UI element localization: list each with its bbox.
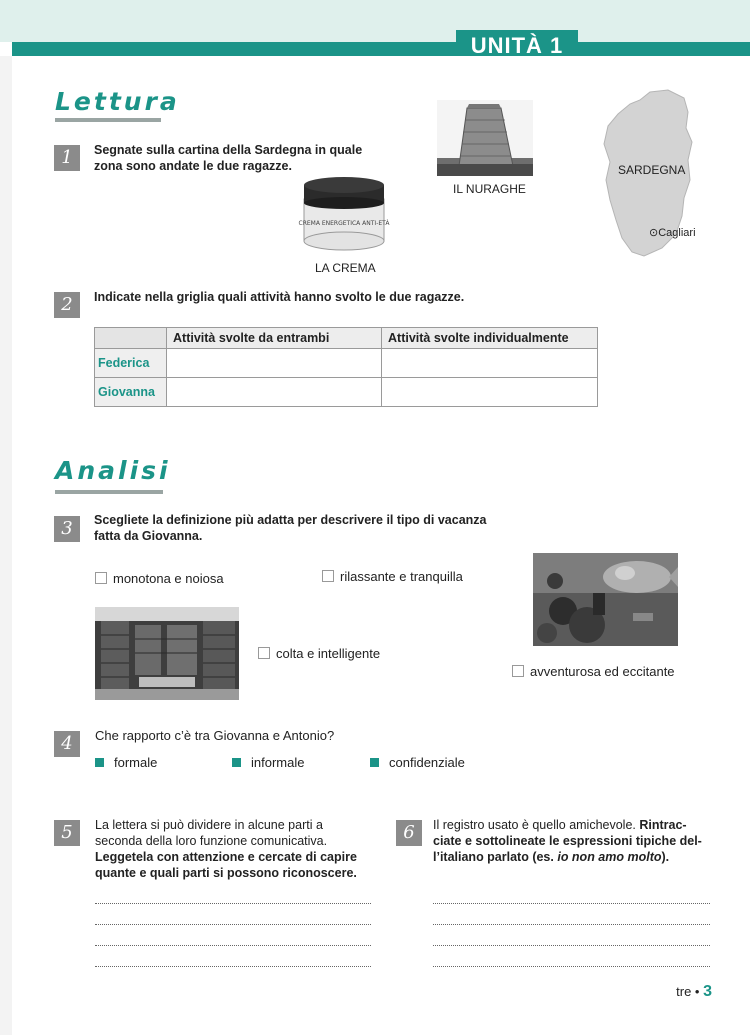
question-5-line-2: seconda della loro funzione comunicativa.	[95, 834, 328, 848]
map-city-label: ⊙Cagliari	[649, 227, 696, 239]
question-6-line-1a: Il registro usato è quello amichevole.	[433, 818, 636, 832]
question-4-text: Che rapporto c’è tra Giovanna e Antonio?	[95, 728, 335, 743]
question-number-3: 3	[54, 516, 80, 542]
question-2-text: Indicate nella griglia quali attività hanno svolto le due ragazze.	[94, 290, 465, 304]
answer-line[interactable]	[433, 945, 710, 946]
option-rilassante[interactable]	[322, 569, 463, 584]
grid-corner	[95, 328, 167, 349]
option-formale[interactable]	[95, 755, 157, 770]
activities-grid	[94, 327, 598, 407]
question-number-5: 5	[54, 820, 80, 846]
caption-nuraghe: IL NURAGHE	[453, 182, 526, 196]
section-title-analisi: Analisi	[55, 456, 171, 485]
question-6-line-1b: Rintrac-	[635, 818, 687, 832]
question-1-line-1: Segnate sulla cartina della Sardegna in quale	[94, 143, 363, 157]
square-bullet-icon	[232, 758, 241, 767]
question-3-line-2: fatta da Giovanna.	[94, 529, 203, 543]
option-label: monotona e noiosa	[113, 571, 224, 586]
option-label: formale	[114, 755, 158, 770]
answer-line[interactable]	[95, 966, 371, 967]
caption-crema: LA CREMA	[315, 261, 376, 275]
grid-cell-giovanna-both[interactable]	[167, 378, 382, 407]
question-6-line-3c: ).	[661, 850, 670, 864]
grid-cell-giovanna-individual[interactable]	[382, 378, 598, 407]
section-underline	[55, 490, 163, 494]
grid-row-label-giovanna: Giovanna	[95, 378, 167, 407]
unit-label: UNITÀ 1	[456, 30, 578, 56]
answer-line[interactable]	[95, 924, 371, 925]
left-margin	[0, 56, 12, 1035]
option-monotona[interactable]	[95, 571, 224, 586]
question-6-line-2: ciate e sottolineate le espressioni tipiche del-	[433, 834, 702, 848]
page-number: 3	[703, 983, 712, 1000]
answer-line[interactable]	[433, 903, 710, 904]
grid-header-both: Attività svolte da entrambi	[167, 328, 382, 349]
underwater-photo	[533, 553, 678, 646]
option-informale[interactable]	[232, 755, 304, 770]
question-3-line-1: Scegliete la definizione più adatta per descrivere il tipo di vacanza	[94, 513, 487, 527]
option-label: confidenziale	[389, 755, 465, 770]
answer-line[interactable]	[95, 903, 371, 904]
cream-jar-image	[298, 175, 390, 255]
nuraghe-image	[437, 100, 533, 176]
question-number-2: 2	[54, 292, 80, 318]
cream-jar-label: CREMA ENERGETICA ANTI-ETÀ	[298, 220, 390, 227]
question-number-1: 1	[54, 145, 80, 171]
question-5-line-4: quante e quali parti si possono riconoscere.	[95, 866, 357, 880]
question-number-6: 6	[396, 820, 422, 846]
option-confidenziale[interactable]	[370, 755, 465, 770]
option-label: informale	[251, 755, 305, 770]
checkbox-icon[interactable]	[258, 647, 270, 659]
page-word: tre •	[676, 984, 700, 999]
option-label: rilassante e tranquilla	[340, 569, 463, 584]
unit-header-bar	[12, 42, 750, 56]
map-region-label: SARDEGNA	[618, 163, 686, 177]
square-bullet-icon	[370, 758, 379, 767]
answer-line[interactable]	[95, 945, 371, 946]
question-1-line-2: zona sono andate le due ragazze.	[94, 159, 292, 173]
question-5-text	[95, 817, 371, 881]
question-6-line-3a: l’italiano parlato (es.	[433, 850, 558, 864]
checkbox-icon[interactable]	[322, 570, 334, 582]
checkbox-icon[interactable]	[95, 572, 107, 584]
question-6-text	[433, 817, 710, 865]
question-1-text	[94, 142, 362, 174]
grid-cell-federica-individual[interactable]	[382, 349, 598, 378]
question-5-line-3: Leggetela con attenzione e cercate di capire	[95, 850, 357, 864]
answer-line[interactable]	[433, 966, 710, 967]
question-number-4: 4	[54, 731, 80, 757]
option-avventurosa[interactable]	[512, 664, 675, 679]
library-photo	[95, 607, 239, 700]
option-label: colta e intelligente	[276, 646, 381, 661]
answer-line[interactable]	[433, 924, 710, 925]
question-6-example: io non amo molto	[557, 850, 662, 864]
top-band	[0, 0, 750, 42]
section-underline	[55, 118, 161, 122]
option-colta[interactable]	[258, 646, 380, 661]
question-5-line-1: La lettera si può dividere in alcune parti a	[95, 818, 323, 832]
grid-row-label-federica: Federica	[95, 349, 167, 378]
page-footer	[676, 983, 712, 1001]
question-3-text	[94, 512, 487, 544]
section-title-lettura: Lettura	[55, 87, 180, 116]
grid-cell-federica-both[interactable]	[167, 349, 382, 378]
checkbox-icon[interactable]	[512, 665, 524, 677]
square-bullet-icon	[95, 758, 104, 767]
grid-header-individual: Attività svolte individualmente	[382, 328, 598, 349]
option-label: avventurosa ed eccitante	[530, 664, 675, 679]
